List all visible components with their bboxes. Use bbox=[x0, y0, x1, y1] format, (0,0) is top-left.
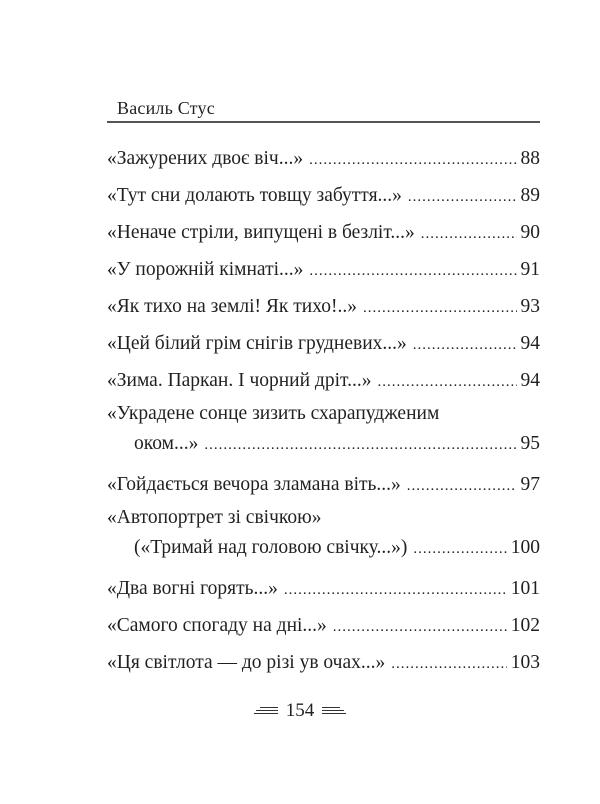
toc-entry bbox=[107, 325, 540, 362]
toc-page: 94 bbox=[520, 370, 540, 391]
leader-dots bbox=[377, 364, 516, 401]
toc-title: «Як тихо на землі! Як тихо!..» bbox=[107, 296, 357, 317]
toc-entry bbox=[107, 399, 540, 459]
leader-dots bbox=[413, 327, 517, 364]
toc-entry bbox=[107, 362, 540, 399]
toc-entry bbox=[107, 607, 540, 644]
ornament-lines-icon bbox=[254, 707, 278, 715]
toc-entry bbox=[107, 466, 540, 503]
toc-title: «Автопортрет зі свічкою» bbox=[107, 507, 322, 528]
toc-title: «Самого спогаду на дні...» bbox=[107, 615, 327, 636]
toc-title: «Зажурених двоє віч...» bbox=[107, 148, 304, 169]
toc-entry bbox=[107, 251, 540, 288]
page-number: 154 bbox=[285, 700, 315, 721]
toc-title-continued: («Тримай над головою свічку...») bbox=[134, 537, 408, 558]
leader-dots bbox=[284, 572, 507, 609]
leader-dots bbox=[407, 468, 517, 505]
toc-title: «Гойдається вечора зламана віть...» bbox=[107, 474, 401, 495]
table-of-contents bbox=[107, 140, 540, 681]
toc-page: 88 bbox=[520, 148, 540, 169]
toc-title: «Неначе стріли, випущені в безліт...» bbox=[107, 222, 415, 243]
leader-dots bbox=[413, 534, 506, 564]
toc-page: 103 bbox=[510, 652, 540, 673]
toc-title: «Цей білий грім снігів грудневих...» bbox=[107, 333, 407, 354]
leader-dots bbox=[309, 253, 516, 290]
toc-title-continued: оком...» bbox=[134, 433, 199, 454]
toc-page: 95 bbox=[520, 433, 540, 454]
toc-entry bbox=[107, 140, 540, 177]
toc-title: «Украдене сонце зизить схарапудженим bbox=[107, 403, 440, 424]
toc-page: 100 bbox=[510, 537, 540, 558]
toc-page: 97 bbox=[520, 474, 540, 495]
toc-entry bbox=[107, 503, 540, 563]
leader-dots bbox=[363, 290, 517, 327]
toc-title: «Тут сни долають товщу забуття...» bbox=[107, 185, 402, 206]
header-rule bbox=[107, 121, 540, 123]
toc-entry bbox=[107, 288, 540, 325]
author-name: Василь Стус bbox=[117, 98, 215, 118]
ornament-lines-icon bbox=[322, 707, 346, 715]
toc-title: «У порожній кімнаті...» bbox=[107, 259, 304, 280]
page-footer bbox=[0, 700, 600, 722]
toc-page: 91 bbox=[520, 259, 540, 280]
leader-dots bbox=[309, 142, 516, 179]
toc-page: 101 bbox=[510, 578, 540, 599]
toc-entry bbox=[107, 570, 540, 607]
toc-title: «Два вогні горять...» bbox=[107, 578, 278, 599]
toc-title: «Ця світлота — до різі ув очах...» bbox=[107, 652, 386, 673]
toc-page: 102 bbox=[510, 615, 540, 636]
toc-page: 90 bbox=[520, 222, 540, 243]
toc-page: 89 bbox=[520, 185, 540, 206]
toc-title: «Зима. Паркан. І чорний дріт...» bbox=[107, 370, 372, 391]
leader-dots bbox=[408, 179, 517, 216]
toc-page: 94 bbox=[520, 333, 540, 354]
toc-entry bbox=[107, 644, 540, 681]
leader-dots bbox=[204, 430, 516, 460]
toc-entry bbox=[107, 214, 540, 251]
toc-page: 93 bbox=[520, 296, 540, 317]
leader-dots bbox=[421, 216, 517, 253]
leader-dots bbox=[333, 609, 507, 646]
leader-dots bbox=[391, 646, 506, 683]
toc-entry bbox=[107, 177, 540, 214]
